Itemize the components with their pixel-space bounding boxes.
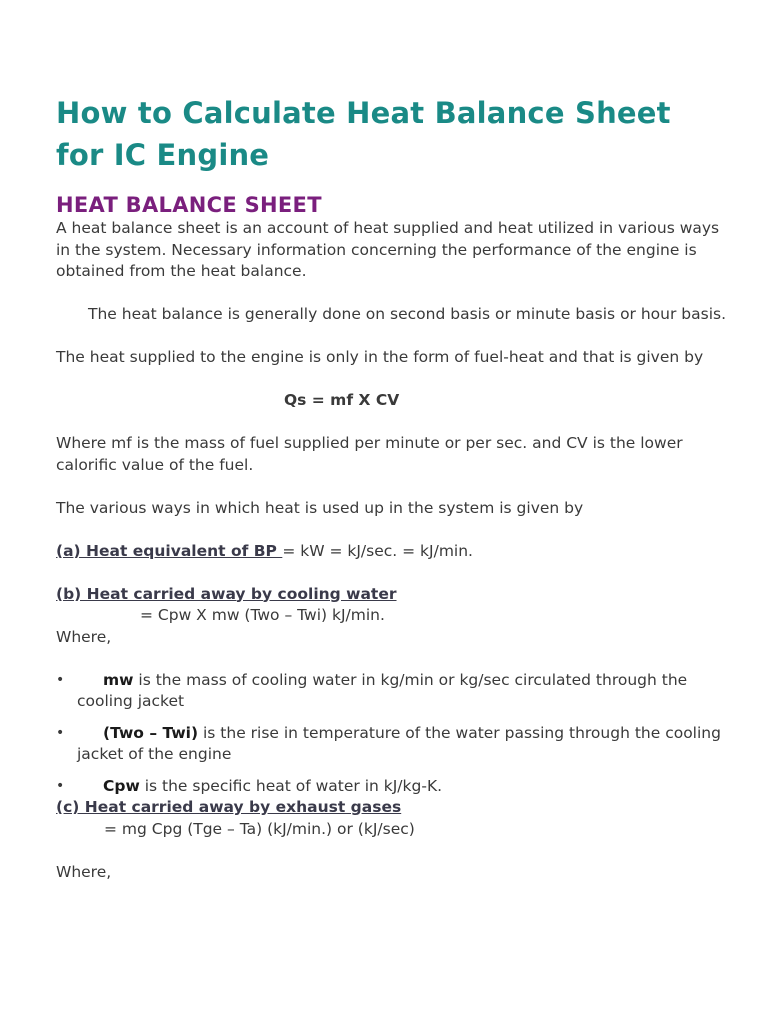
item-b-heading-line [56,584,726,606]
item-a [56,541,726,563]
ways-paragraph: The various ways in which heat is used up in the system is given by [56,498,584,517]
heat-supplied-formula: Qs = mf X CV [284,391,400,409]
spacer [56,369,726,391]
fuel-definition-paragraph: Where mf is the mass of fuel supplied per minute or per sec. and CV is the lower calorific value of the fuel. [56,434,683,474]
item-a-text: = kW = kJ/sec. = kJ/min. [282,541,473,560]
heat-supplied-paragraph: The heat supplied to the engine is only in the form of fuel-heat and that is given by [56,348,704,366]
spacer [56,840,726,862]
spacer [56,562,726,584]
item-c-where: Where, [56,862,112,881]
bullet-icon: • [56,671,65,688]
section-heading: HEAT BALANCE SHEET [56,193,322,217]
spacer [56,519,726,541]
document-page [56,92,726,883]
item-b-equation: = Cpw X mw (Two – Twi) kJ/min. [140,606,385,624]
item-b-heading: (b) Heat carried away by cooling water [56,584,397,603]
intro-paragraph: A heat balance sheet is an account of heat supplied and heat utilized in various ways in the system. Necessary information concerning the performance of the engine is obtained from the heat balance. [56,219,720,280]
item-b-where: Where, [56,627,112,646]
item-c-heading-line [56,797,726,819]
basis-paragraph: The heat balance is generally done on second basis or minute basis or hour basis. [88,305,726,323]
bullet-icon: • [56,777,65,794]
spacer [56,476,726,498]
bullet-term: mw [103,670,134,689]
bullet-text: is the specific heat of water in kJ/kg-K. [139,776,443,795]
spacer [56,412,726,434]
spacer [56,648,726,670]
page-title: How to Calculate Heat Balance Sheet for IC Engine [56,96,671,172]
list-item [56,723,726,766]
item-c-heading: (c) Heat carried away by exhaust gases [56,798,402,816]
item-a-heading: (a) Heat equivalent of BP [56,541,283,560]
list-item [56,776,726,798]
item-b-bullet-list [56,670,726,798]
bullet-term: (Two – Twi) [103,723,199,742]
item-c-equation: = mg Cpg (Tge – Ta) (kJ/min.) or (kJ/sec) [104,819,415,838]
spacer [56,326,726,348]
spacer [56,283,726,305]
list-item [56,670,726,713]
bullet-term: Cpw [103,776,140,795]
bullet-text: is the rise in temperature of the water passing through the cooling jacket of the engine [77,723,721,763]
bullet-icon: • [56,724,65,741]
bullet-text: is the mass of cooling water in kg/min or kg/sec circulated through the cooling jacket [77,670,688,710]
